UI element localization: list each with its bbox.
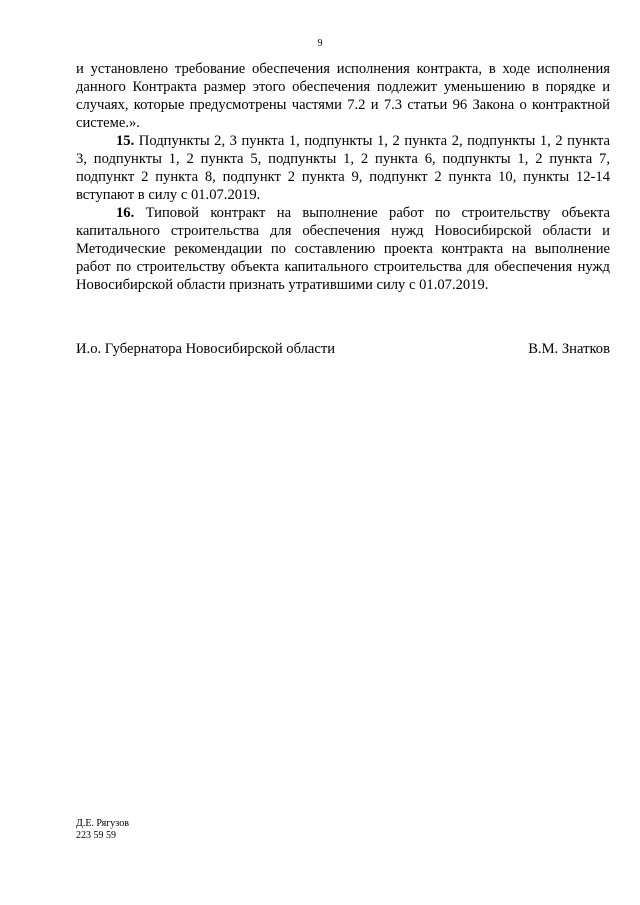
paragraph-text: Типовой контракт на выполнение работ по строительству объекта капитального строительства для обеспечения нужд Новосибирской области и Методические рекомендации по составлению проекта контракта на выполнение работ по строительству объекта капитального строительства для обеспечения нужд Новосибирской области признать утратившими силу с 01.07.2019. (76, 205, 610, 293)
paragraph-number: 15. (116, 133, 135, 149)
paragraph-number: 16. (116, 205, 135, 221)
executor-footer (76, 818, 129, 842)
paragraph-16 (76, 204, 610, 294)
paragraph-text: и установлено требование обеспечения исполнения контракта, в ходе исполнения данного Контракта размер этого обеспечения подлежит уменьшению в порядке и случаях, которые предусмотрены частями 7.2 и 7.3 статьи 96 Закона о контрактной системе.». (76, 61, 610, 131)
document-body (76, 60, 610, 294)
executor-phone: 223 59 59 (76, 830, 116, 841)
paragraph-text: Подпункты 2, 3 пункта 1, подпункты 1, 2 пункта 2, подпункты 1, 2 пункта 3, подпункты 1, 2 пункта 5, подпункты 1, 2 пункта 6, подпункты 1, 2 пункта 7, подпункт 2 пункта 8, подпункт 2 пункта 9, подпункт 2 пункта 10, пункты 12-14 вступают в силу с 01.07.2019. (76, 133, 610, 203)
signature-block (76, 340, 610, 358)
signatory-name: В.М. Знатков (528, 341, 610, 357)
signatory-position: И.о. Губернатора Новосибирской области (76, 341, 336, 357)
page-number: 9 (317, 38, 323, 49)
paragraph-continuation (76, 60, 610, 132)
paragraph-15 (76, 132, 610, 204)
executor-name: Д.Е. Рягузов (76, 818, 129, 829)
